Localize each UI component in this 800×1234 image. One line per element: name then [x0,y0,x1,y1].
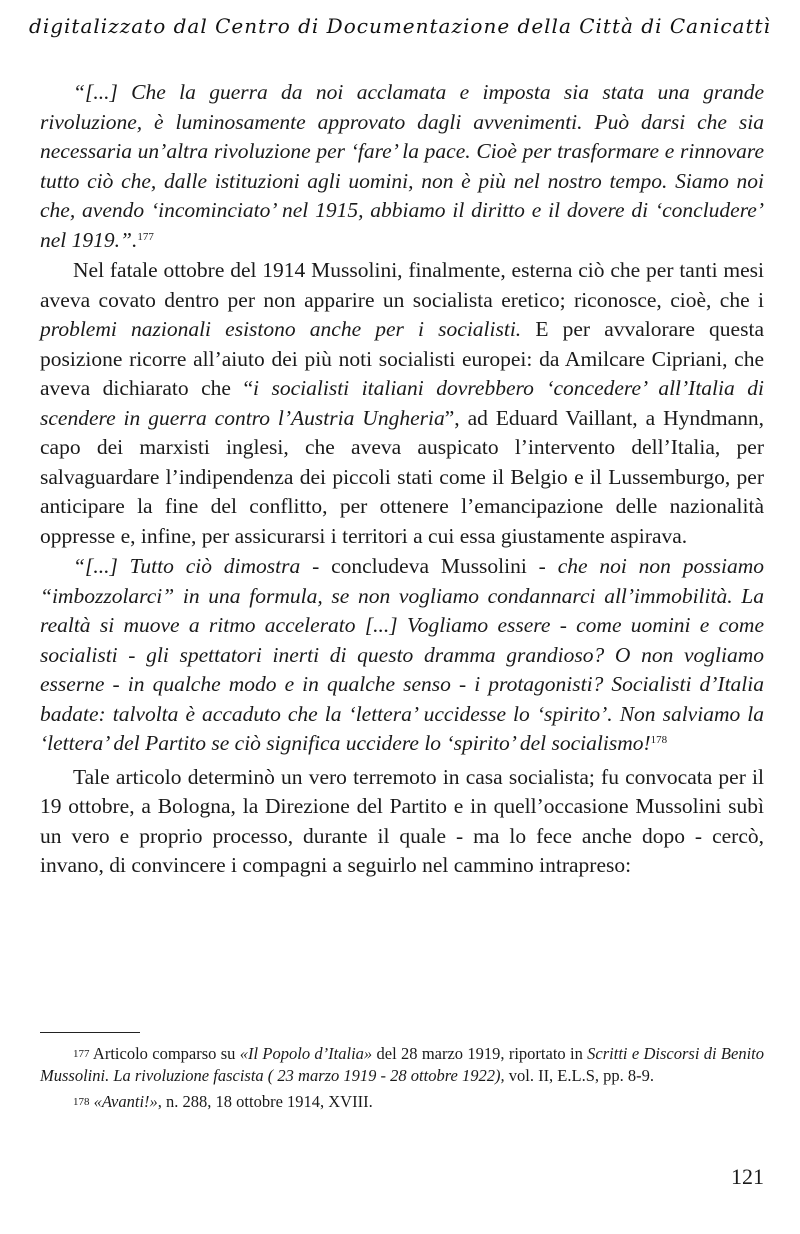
footnote-178 [40,1091,764,1113]
text-run: - concludeva Mussolini - [300,554,558,578]
text-run: del 28 marzo 1919, riportato in [372,1044,588,1063]
text-run: Articolo comparso su [89,1044,240,1063]
text-run: ”, ad Eduard Vaillant, a Hyndmann, capo dei marxisti inglesi, che aveva auspicato l’intervento dell’Italia, per salvaguardare l’indipendenza dei piccoli stati come il Belgio e il Lussemburgo, per anticipare la fine del conflitto, per ottenere l’emancipazione delle nazionalità oppresse e, infine, per assicurarsi i territori a cui essa giustamente aspirava. [40,405,764,548]
quote-text: i socialisti italiani dovrebbero ‘concedere’ all’Italia di scendere in guerra contro l’Austria Ungheria [40,376,764,430]
paragraph-narrative-1 [40,256,764,551]
footnotes [40,1043,764,1117]
text-run: Nel fatale ottobre del 1914 Mussolini, finalmente, esterna ciò che per tanti mesi aveva covato dentro per non apparire un socialista eretico; riconosce, cioè, che i [40,258,764,312]
quote-text: “[...] Tutto ciò dimostra [73,554,301,578]
paragraph-narrative-2 [40,763,764,881]
paragraph-quote-1 [40,78,764,255]
citation-title: «Il Popolo d’Italia» [239,1044,373,1063]
emphasis-text: problemi nazionali esistono anche per i socialisti. [40,317,522,341]
footnote-number: 177 [73,1048,90,1060]
footnote-number: 178 [73,1096,90,1108]
paragraph-quote-2 [40,552,764,759]
text-run: , n. 288, 18 ottobre 1914, XVIII. [157,1092,373,1111]
main-text [40,78,764,882]
citation-title: Scritti e Discorsi di Benito Mussolini. La rivoluzione fascista ( 23 marzo 1919 - 28 ottobre 1922), [40,1044,764,1085]
text-run: vol. II, E.L.S, pp. 8-9. [504,1066,655,1085]
footnote-ref-177[interactable]: 177 [137,230,154,243]
quote-text: “[...] Che la guerra da noi acclamata e imposta sia stata una grande rivoluzione, è luminosamente approvato dagli avvenimenti. Può darsi che sia necessaria un’altra rivoluzione per ‘fare’ la pace. Cioè per trasformare e rinnovare tutto ciò che, dalle istituzioni agli uomini, non è più nel nostro tempo. Siamo noi che, avendo ‘incominciato’ nel 1915, abbiamo il diritto e il dovere di ‘concludere’ nel 1919.”. [40,80,764,252]
page-number: 121 [731,1164,764,1189]
text-run: E per avvalorare questa posizione ricorre all’aiuto dei più noti socialisti europei: da Amilcare Cipriani, che aveva dichiarato che “ [40,317,764,400]
digitization-watermark: digitalizzato dal Centro di Documentazione della Città di Canicattì [29,14,771,38]
text-run: Tale articolo determinò un vero terremoto in casa socialista; fu convocata per il 19 ottobre, a Bologna, la Direzione del Partito e in quell’occasione Mussolini subì un vero e proprio processo, durante il quale - ma lo fece anche dopo - cercò, invano, di convincere i compagni a seguirlo nel cammino intrapreso: [40,764,764,877]
footnote-divider [40,1032,140,1033]
footnote-177 [40,1043,764,1087]
footnote-ref-178[interactable]: 178 [650,734,668,746]
citation-title: «Avanti!» [93,1092,158,1111]
quote-text: che noi non possiamo “imbozzolarci” in una formula, se non vogliamo condannarci all’immobilità. La realtà si muove a ritmo accelerato [...] Vogliamo essere - come uomini e come socialisti - gli spettatori inerti di questo dramma grandioso? O non vogliamo esserne - in qualche modo e in qualche senso - i protagonisti? Socialisti d’Italia badate: talvolta è accaduto che la ‘lettera’ uccidesse lo ‘spirito’. Non salviamo la ‘lettera’ del Partito se ciò significa uccidere lo ‘spirito’ del socialismo! [40,554,764,755]
